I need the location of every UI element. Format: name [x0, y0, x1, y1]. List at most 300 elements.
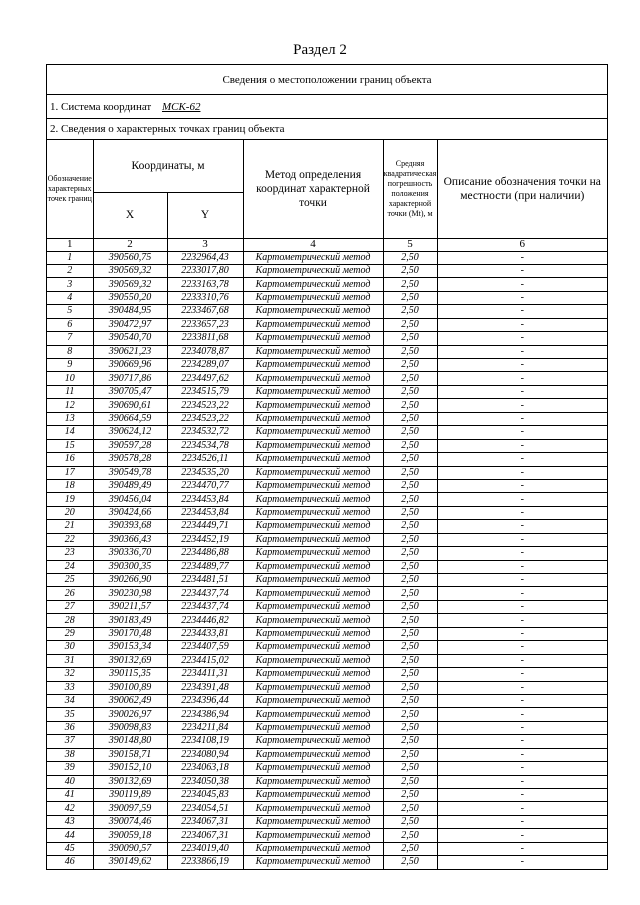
- method-cell: Картометрический метод: [243, 264, 383, 277]
- point-number: 18: [47, 479, 93, 492]
- description-cell: -: [437, 412, 607, 425]
- rmse-cell: 2,50: [383, 426, 437, 439]
- table-row: [47, 520, 607, 533]
- table-row: [47, 614, 607, 627]
- method-cell: Картометрический метод: [243, 439, 383, 452]
- table-row: [47, 533, 607, 546]
- point-number: 19: [47, 493, 93, 506]
- table-row: [47, 829, 607, 842]
- description-cell: -: [437, 466, 607, 479]
- rmse-cell: 2,50: [383, 627, 437, 640]
- rmse-cell: 2,50: [383, 694, 437, 707]
- coord-y: 2234437,74: [167, 587, 243, 600]
- table-row: [47, 627, 607, 640]
- coord-x: 390366,43: [93, 533, 167, 546]
- point-number: 2: [47, 264, 93, 277]
- table-row: [47, 654, 607, 667]
- method-cell: Картометрический метод: [243, 520, 383, 533]
- coord-y: 2234453,84: [167, 493, 243, 506]
- rmse-cell: 2,50: [383, 856, 437, 869]
- rmse-cell: 2,50: [383, 721, 437, 734]
- coord-x: 390149,62: [93, 856, 167, 869]
- coord-y: 2234067,31: [167, 829, 243, 842]
- coord-y: 2234386,94: [167, 708, 243, 721]
- rmse-cell: 2,50: [383, 762, 437, 775]
- table-row: [47, 694, 607, 707]
- coord-y: 2234391,48: [167, 681, 243, 694]
- coord-y: 2234534,78: [167, 439, 243, 452]
- method-cell: Картометрический метод: [243, 762, 383, 775]
- method-cell: Картометрический метод: [243, 479, 383, 492]
- point-number: 27: [47, 600, 93, 613]
- coord-x: 390097,59: [93, 802, 167, 815]
- coord-y: 2234433,81: [167, 627, 243, 640]
- point-number: 14: [47, 426, 93, 439]
- point-number: 26: [47, 587, 93, 600]
- table-row: [47, 587, 607, 600]
- table-row: [47, 332, 607, 345]
- coord-x: 390336,70: [93, 547, 167, 560]
- method-cell: Картометрический метод: [243, 453, 383, 466]
- rmse-cell: 2,50: [383, 735, 437, 748]
- method-cell: Картометрический метод: [243, 789, 383, 802]
- coord-x: 390062,49: [93, 694, 167, 707]
- table-row: [47, 815, 607, 828]
- coord-x: 390115,35: [93, 668, 167, 681]
- coord-x: 390569,32: [93, 264, 167, 277]
- method-cell: Картометрический метод: [243, 560, 383, 573]
- coord-y: 2232964,43: [167, 251, 243, 264]
- table-row: [47, 721, 607, 734]
- table-row: [47, 426, 607, 439]
- table-row: [47, 305, 607, 318]
- table-row: [47, 291, 607, 304]
- table-row: [47, 560, 607, 573]
- description-cell: -: [437, 533, 607, 546]
- rmse-cell: 2,50: [383, 493, 437, 506]
- description-cell: -: [437, 748, 607, 761]
- rmse-cell: 2,50: [383, 547, 437, 560]
- description-cell: -: [437, 614, 607, 627]
- point-number: 12: [47, 399, 93, 412]
- table-row: [47, 506, 607, 519]
- description-cell: -: [437, 574, 607, 587]
- coord-system-value: МСК-62: [161, 101, 201, 113]
- rmse-cell: 2,50: [383, 802, 437, 815]
- description-cell: -: [437, 332, 607, 345]
- coord-x: 390119,89: [93, 789, 167, 802]
- coord-x: 390211,57: [93, 600, 167, 613]
- method-cell: Картометрический метод: [243, 278, 383, 291]
- table-row: [47, 278, 607, 291]
- point-number: 23: [47, 547, 93, 560]
- coord-y: 2234019,40: [167, 842, 243, 855]
- description-cell: -: [437, 681, 607, 694]
- column-number: 2: [93, 238, 167, 251]
- header-point-names: Обозначение характерных точек границ: [47, 140, 93, 238]
- method-cell: Картометрический метод: [243, 587, 383, 600]
- coord-x: 390090,57: [93, 842, 167, 855]
- table-row: [47, 856, 607, 869]
- coord-y: 2234489,77: [167, 560, 243, 573]
- table-row: [47, 600, 607, 613]
- description-cell: -: [437, 802, 607, 815]
- method-cell: Картометрический метод: [243, 775, 383, 788]
- table-row: [47, 439, 607, 452]
- rmse-cell: 2,50: [383, 668, 437, 681]
- coord-y: 2234289,07: [167, 359, 243, 372]
- description-cell: -: [437, 721, 607, 734]
- coord-x: 390132,69: [93, 654, 167, 667]
- point-number: 39: [47, 762, 93, 775]
- table-row: [47, 641, 607, 654]
- description-cell: -: [437, 775, 607, 788]
- table-row: [47, 789, 607, 802]
- coord-y: 2234446,82: [167, 614, 243, 627]
- point-number: 31: [47, 654, 93, 667]
- table-row: [47, 574, 607, 587]
- description-cell: -: [437, 735, 607, 748]
- rmse-cell: 2,50: [383, 520, 437, 533]
- point-number: 28: [47, 614, 93, 627]
- table-row: [47, 372, 607, 385]
- coord-x: 390170,48: [93, 627, 167, 640]
- coord-x: 390569,32: [93, 278, 167, 291]
- description-cell: -: [437, 654, 607, 667]
- description-cell: -: [437, 291, 607, 304]
- coord-x: 390059,18: [93, 829, 167, 842]
- table-row: [47, 479, 607, 492]
- header-coordinates: Координаты, м: [93, 140, 243, 192]
- column-number: 5: [383, 238, 437, 251]
- coord-x: 390489,49: [93, 479, 167, 492]
- method-cell: Картометрический метод: [243, 735, 383, 748]
- description-cell: -: [437, 305, 607, 318]
- coord-y: 2234211,84: [167, 721, 243, 734]
- rmse-cell: 2,50: [383, 654, 437, 667]
- method-cell: Картометрический метод: [243, 332, 383, 345]
- table-row: [47, 466, 607, 479]
- table-row: [47, 412, 607, 425]
- description-cell: -: [437, 506, 607, 519]
- header-x: X: [93, 192, 167, 238]
- method-cell: Картометрический метод: [243, 829, 383, 842]
- method-cell: Картометрический метод: [243, 856, 383, 869]
- point-number: 4: [47, 291, 93, 304]
- description-cell: -: [437, 856, 607, 869]
- coord-x: 390484,95: [93, 305, 167, 318]
- method-cell: Картометрический метод: [243, 385, 383, 398]
- coord-x: 390158,71: [93, 748, 167, 761]
- points-title: 2. Сведения о характерных точках границ объекта: [47, 119, 607, 140]
- coord-x: 390026,97: [93, 708, 167, 721]
- coord-y: 2234108,19: [167, 735, 243, 748]
- description-cell: -: [437, 264, 607, 277]
- point-number: 44: [47, 829, 93, 842]
- description-cell: -: [437, 345, 607, 358]
- column-number: 4: [243, 238, 383, 251]
- coord-y: 2234437,74: [167, 600, 243, 613]
- coord-x: 390424,66: [93, 506, 167, 519]
- coord-x: 390472,97: [93, 318, 167, 331]
- coord-x: 390549,78: [93, 466, 167, 479]
- coord-x: 390560,75: [93, 251, 167, 264]
- description-cell: -: [437, 815, 607, 828]
- coord-y: 2234078,87: [167, 345, 243, 358]
- rmse-cell: 2,50: [383, 278, 437, 291]
- point-number: 42: [47, 802, 93, 815]
- boundary-info-form: [46, 64, 608, 870]
- coord-y: 2234080,94: [167, 748, 243, 761]
- rmse-cell: 2,50: [383, 708, 437, 721]
- coord-y: 2234486,88: [167, 547, 243, 560]
- description-cell: -: [437, 829, 607, 842]
- point-number: 6: [47, 318, 93, 331]
- description-cell: -: [437, 372, 607, 385]
- block-title: Сведения о местоположении границ объекта: [47, 65, 607, 95]
- rmse-cell: 2,50: [383, 681, 437, 694]
- coord-x: 390153,34: [93, 641, 167, 654]
- description-cell: -: [437, 278, 607, 291]
- column-number: 1: [47, 238, 93, 251]
- table-row: [47, 318, 607, 331]
- coord-y: 2234535,20: [167, 466, 243, 479]
- section-title: Раздел 2: [293, 42, 347, 58]
- coord-x: 390717,86: [93, 372, 167, 385]
- coord-y: 2234063,18: [167, 762, 243, 775]
- coord-y: 2234050,38: [167, 775, 243, 788]
- method-cell: Картометрический метод: [243, 372, 383, 385]
- rmse-cell: 2,50: [383, 412, 437, 425]
- description-cell: -: [437, 453, 607, 466]
- point-number: 15: [47, 439, 93, 452]
- coord-y: 2233163,78: [167, 278, 243, 291]
- point-number: 38: [47, 748, 93, 761]
- coord-x: 390456,04: [93, 493, 167, 506]
- point-number: 5: [47, 305, 93, 318]
- coord-y: 2234453,84: [167, 506, 243, 519]
- description-cell: -: [437, 399, 607, 412]
- point-number: 43: [47, 815, 93, 828]
- coord-x: 390624,12: [93, 426, 167, 439]
- rmse-cell: 2,50: [383, 815, 437, 828]
- method-cell: Картометрический метод: [243, 614, 383, 627]
- rmse-cell: 2,50: [383, 829, 437, 842]
- point-number: 16: [47, 453, 93, 466]
- table-row: [47, 775, 607, 788]
- point-number: 24: [47, 560, 93, 573]
- coord-y: 2233811,68: [167, 332, 243, 345]
- coord-y: 2234481,51: [167, 574, 243, 587]
- coord-x: 390578,28: [93, 453, 167, 466]
- method-cell: Картометрический метод: [243, 506, 383, 519]
- rmse-cell: 2,50: [383, 399, 437, 412]
- method-cell: Картометрический метод: [243, 842, 383, 855]
- coord-x: 390669,96: [93, 359, 167, 372]
- table-row: [47, 345, 607, 358]
- header-description: Описание обозначения точки на местности (при наличии): [437, 140, 607, 238]
- coord-y: 2234054,51: [167, 802, 243, 815]
- description-cell: -: [437, 251, 607, 264]
- method-cell: Картометрический метод: [243, 399, 383, 412]
- rmse-cell: 2,50: [383, 466, 437, 479]
- table-row: [47, 708, 607, 721]
- table-row: [47, 385, 607, 398]
- description-cell: -: [437, 359, 607, 372]
- table-row: [47, 359, 607, 372]
- method-cell: Картометрический метод: [243, 668, 383, 681]
- point-number: 8: [47, 345, 93, 358]
- table-row: [47, 493, 607, 506]
- coord-x: 390098,83: [93, 721, 167, 734]
- rmse-cell: 2,50: [383, 614, 437, 627]
- point-number: 33: [47, 681, 93, 694]
- point-number: 30: [47, 641, 93, 654]
- coord-y: 2234449,71: [167, 520, 243, 533]
- rmse-cell: 2,50: [383, 372, 437, 385]
- rmse-cell: 2,50: [383, 264, 437, 277]
- header-rmse: Средняя квадратическая погрешность положения характерной точки (Mt), м: [383, 140, 437, 238]
- method-cell: Картометрический метод: [243, 466, 383, 479]
- rmse-cell: 2,50: [383, 748, 437, 761]
- rmse-cell: 2,50: [383, 533, 437, 546]
- points-table: [47, 140, 607, 869]
- rmse-cell: 2,50: [383, 775, 437, 788]
- method-cell: Картометрический метод: [243, 641, 383, 654]
- method-cell: Картометрический метод: [243, 574, 383, 587]
- coord-x: 390690,61: [93, 399, 167, 412]
- description-cell: -: [437, 789, 607, 802]
- coord-y: 2234067,31: [167, 815, 243, 828]
- table-row: [47, 399, 607, 412]
- description-cell: -: [437, 318, 607, 331]
- coord-x: 390621,23: [93, 345, 167, 358]
- rmse-cell: 2,50: [383, 600, 437, 613]
- point-number: 3: [47, 278, 93, 291]
- method-cell: Картометрический метод: [243, 815, 383, 828]
- coord-y: 2233017,80: [167, 264, 243, 277]
- coord-x: 390705,47: [93, 385, 167, 398]
- coord-y: 2234407,59: [167, 641, 243, 654]
- point-number: 11: [47, 385, 93, 398]
- point-number: 13: [47, 412, 93, 425]
- point-number: 25: [47, 574, 93, 587]
- coord-x: 390664,59: [93, 412, 167, 425]
- coord-x: 390597,28: [93, 439, 167, 452]
- coord-y: 2234411,31: [167, 668, 243, 681]
- point-number: 9: [47, 359, 93, 372]
- rmse-cell: 2,50: [383, 506, 437, 519]
- method-cell: Картометрический метод: [243, 654, 383, 667]
- rmse-cell: 2,50: [383, 842, 437, 855]
- coord-y: 2234523,22: [167, 399, 243, 412]
- description-cell: -: [437, 547, 607, 560]
- coord-y: 2233866,19: [167, 856, 243, 869]
- method-cell: Картометрический метод: [243, 359, 383, 372]
- method-cell: Картометрический метод: [243, 291, 383, 304]
- description-cell: -: [437, 627, 607, 640]
- rmse-cell: 2,50: [383, 345, 437, 358]
- description-cell: -: [437, 600, 607, 613]
- description-cell: -: [437, 668, 607, 681]
- rmse-cell: 2,50: [383, 251, 437, 264]
- table-row: [47, 802, 607, 815]
- method-cell: Картометрический метод: [243, 748, 383, 761]
- description-cell: -: [437, 560, 607, 573]
- method-cell: Картометрический метод: [243, 681, 383, 694]
- description-cell: -: [437, 641, 607, 654]
- coord-y: 2234415,02: [167, 654, 243, 667]
- coord-x: 390550,20: [93, 291, 167, 304]
- coord-y: 2234497,62: [167, 372, 243, 385]
- table-row: [47, 264, 607, 277]
- description-cell: -: [437, 587, 607, 600]
- method-cell: Картометрический метод: [243, 802, 383, 815]
- method-cell: Картометрический метод: [243, 627, 383, 640]
- method-cell: Картометрический метод: [243, 412, 383, 425]
- coord-x: 390300,35: [93, 560, 167, 573]
- method-cell: Картометрический метод: [243, 694, 383, 707]
- rmse-cell: 2,50: [383, 587, 437, 600]
- coord-x: 390100,89: [93, 681, 167, 694]
- rmse-cell: 2,50: [383, 318, 437, 331]
- coord-y: 2234452,19: [167, 533, 243, 546]
- coord-x: 390230,98: [93, 587, 167, 600]
- description-cell: -: [437, 493, 607, 506]
- column-number-row: [47, 238, 607, 251]
- table-row: [47, 681, 607, 694]
- coord-y: 2234526,11: [167, 453, 243, 466]
- point-number: 7: [47, 332, 93, 345]
- header-y: Y: [167, 192, 243, 238]
- coord-y: 2233467,68: [167, 305, 243, 318]
- point-number: 17: [47, 466, 93, 479]
- table-row: [47, 547, 607, 560]
- point-number: 37: [47, 735, 93, 748]
- coord-y: 2234045,83: [167, 789, 243, 802]
- coord-y: 2233657,23: [167, 318, 243, 331]
- point-number: 20: [47, 506, 93, 519]
- description-cell: -: [437, 439, 607, 452]
- method-cell: Картометрический метод: [243, 345, 383, 358]
- description-cell: -: [437, 762, 607, 775]
- description-cell: -: [437, 385, 607, 398]
- coord-x: 390393,68: [93, 520, 167, 533]
- coord-y: 2234515,79: [167, 385, 243, 398]
- point-number: 36: [47, 721, 93, 734]
- column-number: 3: [167, 238, 243, 251]
- coord-x: 390148,80: [93, 735, 167, 748]
- coord-system-row: [47, 95, 607, 119]
- point-number: 46: [47, 856, 93, 869]
- description-cell: -: [437, 479, 607, 492]
- coord-x: 390540,70: [93, 332, 167, 345]
- coord-x: 390266,90: [93, 574, 167, 587]
- description-cell: -: [437, 842, 607, 855]
- table-row: [47, 668, 607, 681]
- coord-y: 2234396,44: [167, 694, 243, 707]
- point-number: 22: [47, 533, 93, 546]
- rmse-cell: 2,50: [383, 479, 437, 492]
- table-row: [47, 735, 607, 748]
- header-method: Метод определения координат характерной точки: [243, 140, 383, 238]
- point-number: 32: [47, 668, 93, 681]
- table-row: [47, 453, 607, 466]
- rmse-cell: 2,50: [383, 560, 437, 573]
- table-row: [47, 842, 607, 855]
- description-cell: -: [437, 520, 607, 533]
- rmse-cell: 2,50: [383, 359, 437, 372]
